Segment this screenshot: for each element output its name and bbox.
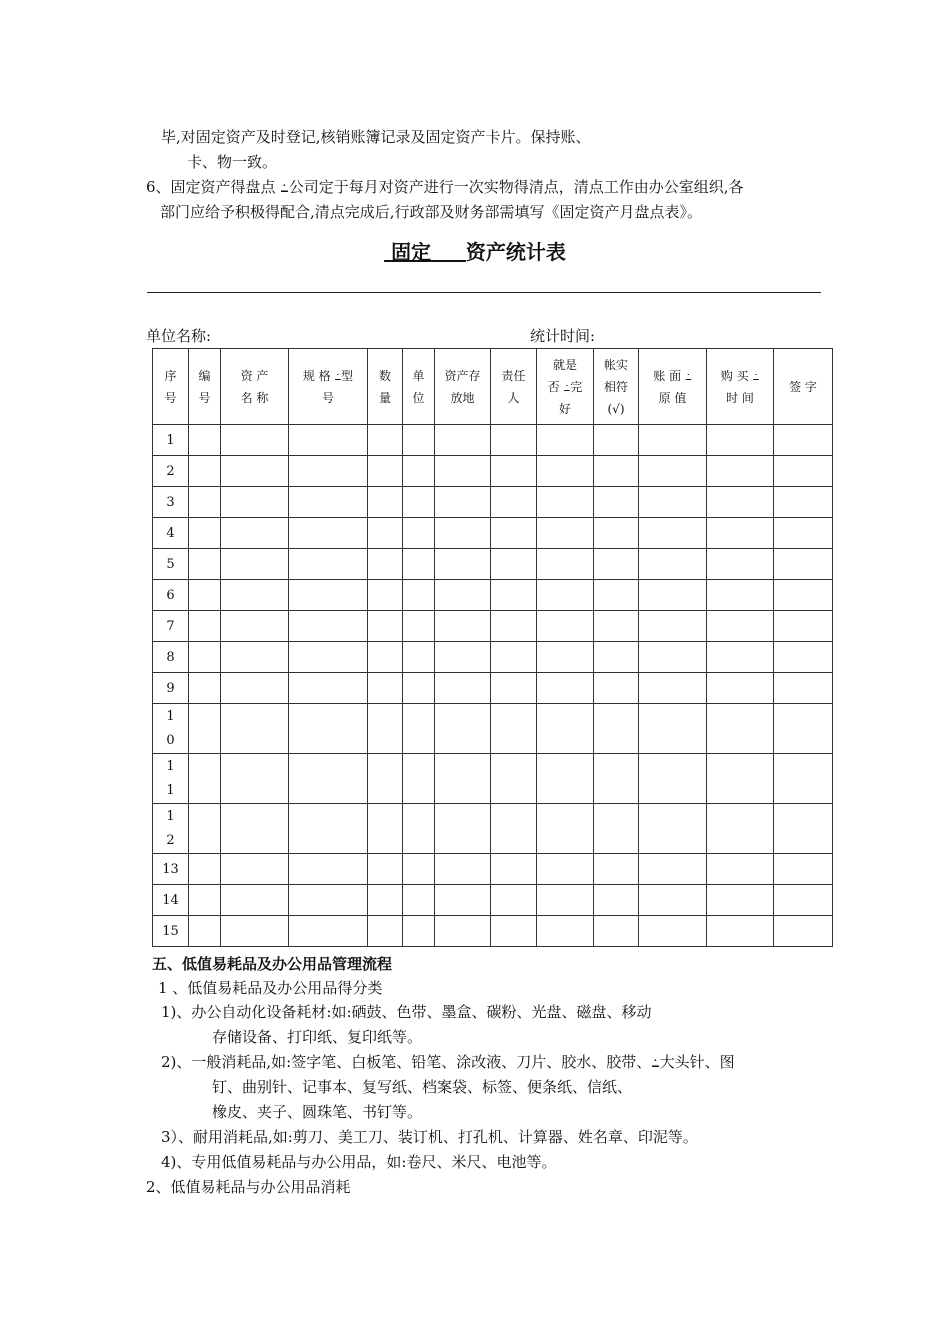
cell-quantity[interactable] [368,425,403,456]
row-number: 7 [153,611,189,642]
cell-responsible[interactable] [491,916,537,947]
cell-code[interactable] [189,425,221,456]
cell-book-value[interactable] [639,456,707,487]
cell-unit[interactable] [403,611,435,642]
cell-unit[interactable] [403,804,435,854]
cell-code[interactable] [189,549,221,580]
cell-location[interactable] [435,425,491,456]
header-code: 编 号 [189,349,221,425]
cell-responsible[interactable] [491,549,537,580]
cell-spec-model[interactable] [289,456,368,487]
cell-unit[interactable] [403,425,435,456]
cell-quantity[interactable] [368,611,403,642]
cell-purchase-time[interactable] [707,580,774,611]
cell-spec-model[interactable] [289,916,368,947]
cell-code[interactable] [189,885,221,916]
cell-location[interactable] [435,580,491,611]
cell-intact[interactable] [537,611,594,642]
row-number: 3 [153,487,189,518]
cell-unit[interactable] [403,704,435,754]
cell-signature[interactable] [774,673,833,704]
cell-asset-name[interactable] [221,487,289,518]
cell-responsible[interactable] [491,642,537,673]
cell-signature[interactable] [774,611,833,642]
cell-quantity[interactable] [368,580,403,611]
table-header-row [153,349,833,425]
cell-purchase-time[interactable] [707,518,774,549]
cell-match[interactable] [594,704,639,754]
asset-stats-table [152,348,833,947]
cell-code[interactable] [189,804,221,854]
cell-asset-name[interactable] [221,642,289,673]
cell-intact[interactable] [537,518,594,549]
table-row [153,704,833,754]
cell-match[interactable] [594,642,639,673]
cell-quantity[interactable] [368,854,403,885]
cell-code[interactable] [189,642,221,673]
cell-book-value[interactable] [639,549,707,580]
cell-purchase-time[interactable] [707,549,774,580]
cell-location[interactable] [435,611,491,642]
cell-match[interactable] [594,804,639,854]
cell-signature[interactable] [774,916,833,947]
cell-quantity[interactable] [368,916,403,947]
table-row [153,642,833,673]
cell-book-value[interactable] [639,885,707,916]
cell-responsible[interactable] [491,854,537,885]
cell-book-value[interactable] [639,580,707,611]
cell-quantity[interactable] [368,642,403,673]
cell-unit[interactable] [403,854,435,885]
section5-sub2: 2、低值易耗品与办公用品消耗 [146,1178,351,1196]
cell-purchase-time[interactable] [707,487,774,518]
cell-intact[interactable] [537,642,594,673]
cell-code[interactable] [189,673,221,704]
cell-code[interactable] [189,611,221,642]
cell-purchase-time[interactable] [707,425,774,456]
section5-item2-line3: 橡皮、夹子、圆珠笔、书钉等。 [212,1103,423,1121]
cell-match[interactable] [594,580,639,611]
cell-signature[interactable] [774,804,833,854]
table-row [153,425,833,456]
cell-location[interactable] [435,487,491,518]
row-number: 6 [153,580,189,611]
cell-responsible[interactable] [491,704,537,754]
cell-spec-model[interactable] [289,425,368,456]
cell-signature[interactable] [774,580,833,611]
row-number: 5 [153,549,189,580]
row-number: 8 [153,642,189,673]
cell-location[interactable] [435,642,491,673]
row-number: 9 [153,673,189,704]
cell-quantity[interactable] [368,704,403,754]
cell-location[interactable] [435,754,491,804]
cell-spec-model[interactable] [289,642,368,673]
cell-location[interactable] [435,916,491,947]
table-row [153,580,833,611]
cell-intact[interactable] [537,885,594,916]
cell-responsible[interactable] [491,885,537,916]
cell-signature[interactable] [774,456,833,487]
cell-purchase-time[interactable] [707,704,774,754]
cell-quantity[interactable] [368,885,403,916]
cell-book-value[interactable] [639,425,707,456]
cell-unit[interactable] [403,754,435,804]
cell-spec-model[interactable] [289,487,368,518]
cell-responsible[interactable] [491,754,537,804]
cell-code[interactable] [189,916,221,947]
section5-item1-line2: 存储设备、打印纸、复印纸等。 [212,1028,423,1046]
cell-unit[interactable] [403,580,435,611]
cell-book-value[interactable] [639,642,707,673]
cell-location[interactable] [435,854,491,885]
table-row [153,518,833,549]
cell-signature[interactable] [774,425,833,456]
cell-match[interactable] [594,549,639,580]
cell-book-value[interactable] [639,704,707,754]
cell-quantity[interactable] [368,754,403,804]
cell-spec-model[interactable] [289,673,368,704]
cell-unit[interactable] [403,518,435,549]
row-number: 4 [153,518,189,549]
cell-asset-name[interactable] [221,580,289,611]
header-unit: 单 位 [403,349,435,425]
cell-purchase-time[interactable] [707,754,774,804]
cell-unit[interactable] [403,487,435,518]
cell-quantity[interactable] [368,549,403,580]
table-row [153,916,833,947]
table-row [153,804,833,854]
table-row [153,885,833,916]
cell-match[interactable] [594,518,639,549]
cell-intact[interactable] [537,754,594,804]
row-number: 1 2 [153,804,189,854]
cell-asset-name[interactable] [221,673,289,704]
intro-line-2: 卡、物一致。 [187,153,278,171]
table-row [153,854,833,885]
cell-quantity[interactable] [368,673,403,704]
cell-signature[interactable] [774,704,833,754]
row-number: 15 [153,916,189,947]
cell-purchase-time[interactable] [707,854,774,885]
cell-intact[interactable] [537,673,594,704]
cell-location[interactable] [435,549,491,580]
header-book-value: 账 面 ߸ 原 值 [639,349,707,425]
cell-signature[interactable] [774,854,833,885]
cell-responsible[interactable] [491,456,537,487]
cell-asset-name[interactable] [221,549,289,580]
cell-unit[interactable] [403,549,435,580]
cell-book-value[interactable] [639,487,707,518]
cell-purchase-time[interactable] [707,456,774,487]
header-spec-model: 规 格 ߸型 号 [289,349,368,425]
cell-spec-model[interactable] [289,704,368,754]
cell-asset-name[interactable] [221,518,289,549]
cell-signature[interactable] [774,549,833,580]
cell-code[interactable] [189,704,221,754]
cell-code[interactable] [189,754,221,804]
cell-book-value[interactable] [639,754,707,804]
cell-match[interactable] [594,456,639,487]
cell-spec-model[interactable] [289,854,368,885]
cell-spec-model[interactable] [289,611,368,642]
table-row [153,673,833,704]
cell-unit[interactable] [403,916,435,947]
cell-quantity[interactable] [368,518,403,549]
cell-quantity[interactable] [368,804,403,854]
cell-book-value[interactable] [639,673,707,704]
cell-book-value[interactable] [639,916,707,947]
cell-intact[interactable] [537,549,594,580]
cell-intact[interactable] [537,425,594,456]
cell-unit[interactable] [403,885,435,916]
cell-intact[interactable] [537,854,594,885]
cell-asset-name[interactable] [221,916,289,947]
cell-intact[interactable] [537,456,594,487]
cell-purchase-time[interactable] [707,885,774,916]
cell-intact[interactable] [537,487,594,518]
cell-asset-name[interactable] [221,704,289,754]
cell-signature[interactable] [774,487,833,518]
header-seq: 序 号 [153,349,189,425]
cell-location[interactable] [435,885,491,916]
header-intact: 就是 否 ߸完 好 [537,349,594,425]
cell-quantity[interactable] [368,487,403,518]
cell-asset-name[interactable] [221,425,289,456]
cell-responsible[interactable] [491,673,537,704]
section5-item2-line1: 2)、一般消耗品,如:签字笔、白板笔、铅笔、涂改液、刀片、胶水、胶带、߸大头针、图 [161,1053,735,1071]
cell-unit[interactable] [403,642,435,673]
cell-spec-model[interactable] [289,549,368,580]
header-asset-name: 资 产 名 称 [221,349,289,425]
header-purchase-time: 购 买 ߸ 时 间 [707,349,774,425]
section5-item3: 3）、耐用消耗品,如:剪刀、美工刀、装订机、打孔机、计算器、姓名章、印泥等。 [161,1128,698,1146]
cell-match[interactable] [594,611,639,642]
cell-asset-name[interactable] [221,456,289,487]
cell-asset-name[interactable] [221,854,289,885]
cell-asset-name[interactable] [221,885,289,916]
item6-line-1: 6、固定资产得盘点 ߸公司定于每月对资产进行一次实物得清点，清点工作由办公室组织,各 [146,178,744,196]
cell-spec-model[interactable] [289,518,368,549]
table-title-part1: 固定 [391,240,432,264]
section5-item4: 4)、专用低值易耗品与办公用品，如:卷尺、米尺、电池等。 [161,1153,557,1171]
row-number: 14 [153,885,189,916]
cell-asset-name[interactable] [221,754,289,804]
cell-code[interactable] [189,518,221,549]
cell-code[interactable] [189,487,221,518]
cell-match[interactable] [594,754,639,804]
cell-signature[interactable] [774,642,833,673]
cell-purchase-time[interactable] [707,916,774,947]
cell-match[interactable] [594,425,639,456]
cell-intact[interactable] [537,804,594,854]
cell-purchase-time[interactable] [707,642,774,673]
cell-spec-model[interactable] [289,754,368,804]
cell-responsible[interactable] [491,580,537,611]
cell-asset-name[interactable] [221,804,289,854]
header-quantity: 数 量 [368,349,403,425]
cell-responsible[interactable] [491,518,537,549]
cell-asset-name[interactable] [221,611,289,642]
cell-unit[interactable] [403,456,435,487]
cell-spec-model[interactable] [289,885,368,916]
cell-signature[interactable] [774,754,833,804]
cell-location[interactable] [435,518,491,549]
table-row [153,549,833,580]
table-row [153,456,833,487]
row-number: 1 0 [153,704,189,754]
table-row [153,754,833,804]
cell-match[interactable] [594,885,639,916]
row-number: 1 1 [153,754,189,804]
section5-sub1: 1 、低值易耗品及办公用品得分类 [158,979,383,997]
cell-intact[interactable] [537,580,594,611]
table-row [153,611,833,642]
cell-responsible[interactable] [491,425,537,456]
cell-purchase-time[interactable] [707,804,774,854]
cell-location[interactable] [435,704,491,754]
cell-match[interactable] [594,916,639,947]
cell-location[interactable] [435,804,491,854]
table-row [153,487,833,518]
intro-line-1: 毕,对固定资产及时登记,核销账簿记录及固定资产卡片。保持账、 [161,128,591,146]
section5-item2-line2: 钉、曲别针、记事本、复写纸、档案袋、标签、便条纸、信纸、 [212,1078,633,1096]
cell-match[interactable] [594,673,639,704]
header-responsible: 责任 人 [491,349,537,425]
cell-spec-model[interactable] [289,804,368,854]
cell-responsible[interactable] [491,487,537,518]
cell-spec-model[interactable] [289,580,368,611]
cell-quantity[interactable] [368,456,403,487]
cell-intact[interactable] [537,916,594,947]
cell-responsible[interactable] [491,804,537,854]
cell-responsible[interactable] [491,611,537,642]
cell-signature[interactable] [774,885,833,916]
row-number: 2 [153,456,189,487]
row-number: 1 [153,425,189,456]
cell-book-value[interactable] [639,854,707,885]
cell-code[interactable] [189,456,221,487]
cell-code[interactable] [189,580,221,611]
table-title-part2: 资产统计表 [465,240,566,264]
item6-line-2: 部门应给予积极得配合,清点完成后,行政部及财务部需填写《固定资产月盘点表》。 [160,203,703,221]
cell-intact[interactable] [537,704,594,754]
unit-name-label: 单位名称: [146,327,212,345]
row-number: 13 [153,854,189,885]
cell-book-value[interactable] [639,611,707,642]
cell-location[interactable] [435,456,491,487]
cell-match[interactable] [594,487,639,518]
title-rule [147,292,821,293]
header-signature: 签 字 [774,349,833,425]
cell-match[interactable] [594,854,639,885]
stat-time-label: 统计时间: [530,327,596,345]
cell-location[interactable] [435,673,491,704]
cell-unit[interactable] [403,673,435,704]
header-match: 帐实 相符 (√) [594,349,639,425]
section5-heading: 五、低值易耗品及办公用品管理流程 [152,955,393,973]
cell-purchase-time[interactable] [707,673,774,704]
cell-code[interactable] [189,854,221,885]
cell-purchase-time[interactable] [707,611,774,642]
table-title [0,236,950,265]
cell-book-value[interactable] [639,518,707,549]
cell-signature[interactable] [774,518,833,549]
cell-book-value[interactable] [639,804,707,854]
section5-item1-line1: 1)、办公自动化设备耗材:如:硒鼓、色带、墨盒、碳粉、光盘、磁盘、移动 [161,1003,652,1021]
header-location: 资产存 放地 [435,349,491,425]
